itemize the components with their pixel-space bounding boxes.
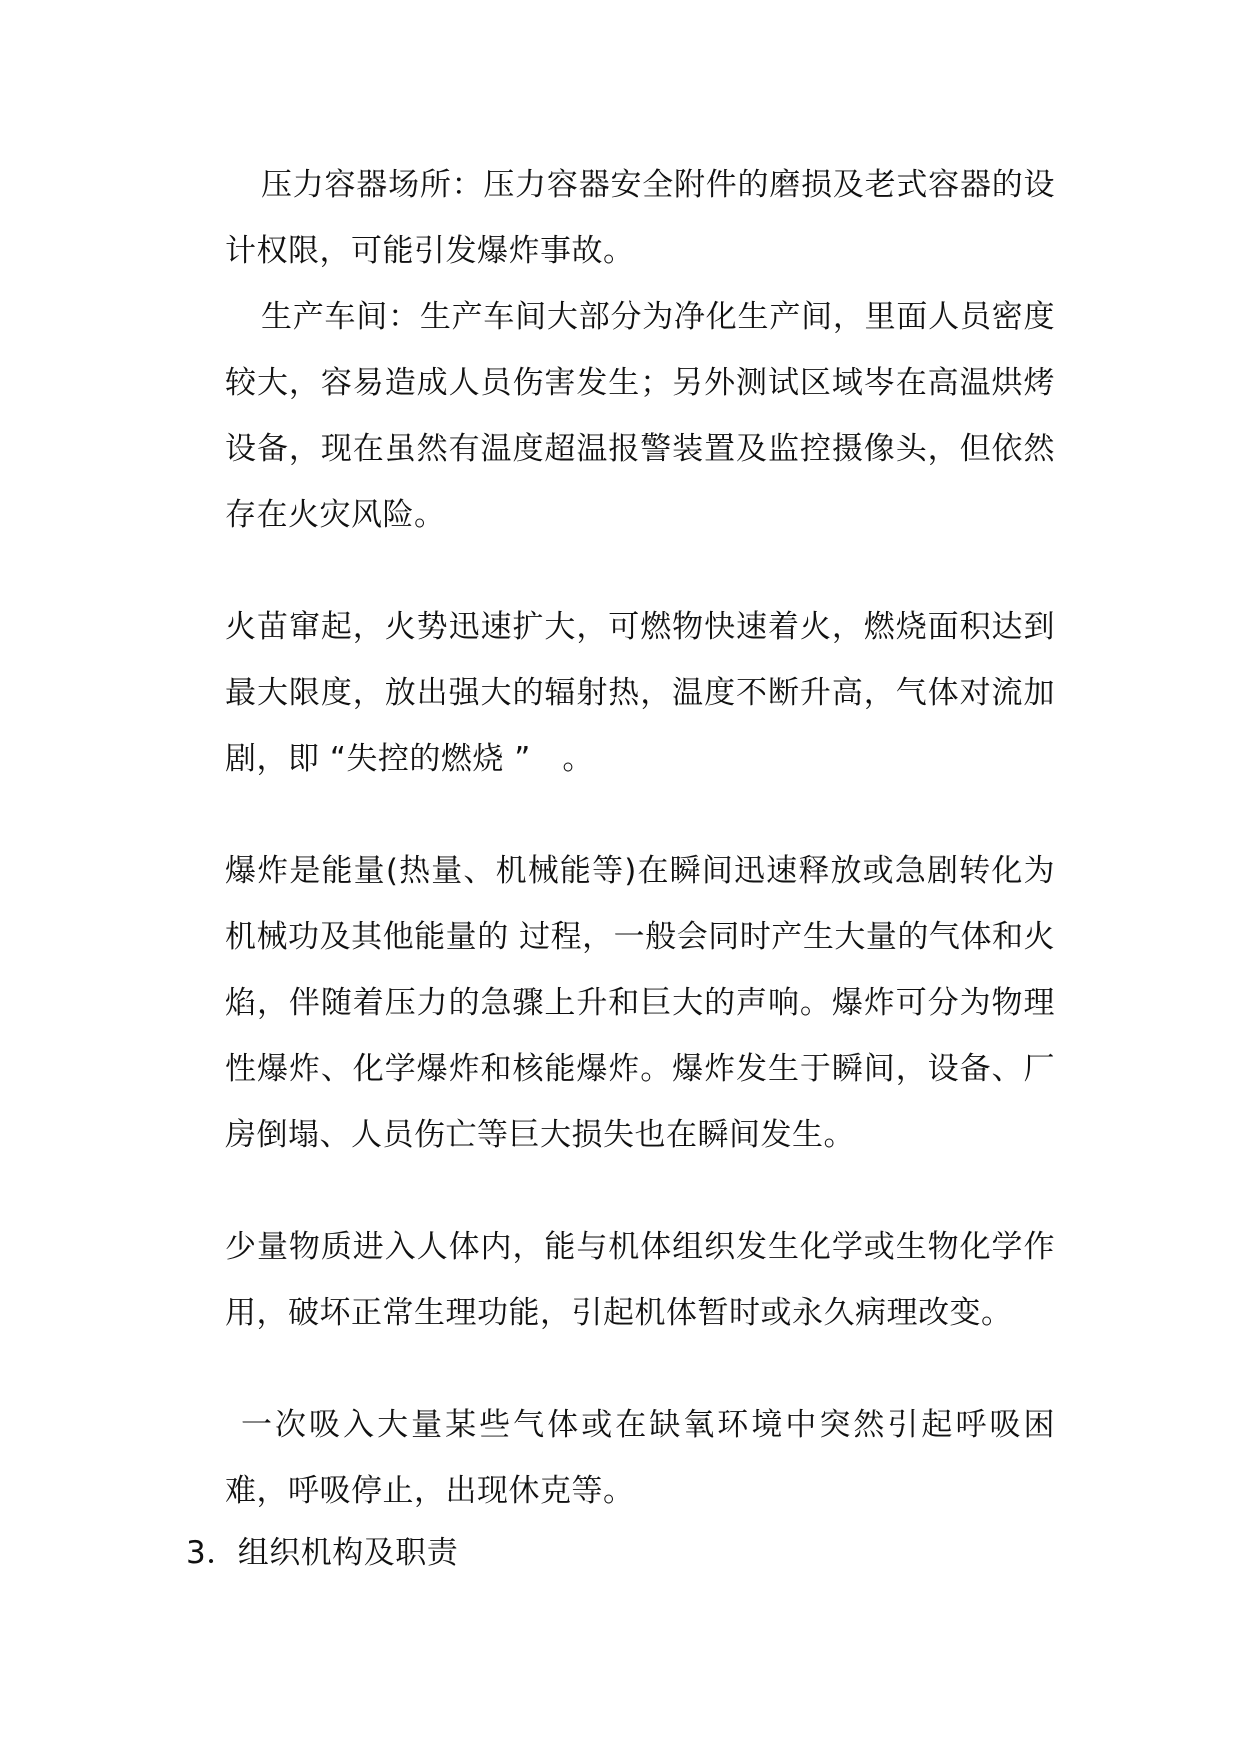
paragraph-toxic-substance: 少量物质进入人体内，能与机体组织发生化学或生物化学作用，破坏正常生理功能，引起机体暂时或永久病理改变。 bbox=[225, 1229, 1055, 1331]
paragraph-fire-spread: 火苗窜起，火势迅速扩大，可燃物快速着火，燃烧面积达到最大限度，放出强大的辐射热，温度不断升高，气体对流加剧，即 “失控的燃烧 ” 。 bbox=[225, 609, 1055, 777]
paragraph-pressure-vessel: 压力容器场所：压力容器安全附件的磨损及老式容器的设计权限，可能引发爆炸事故。 bbox=[225, 167, 1055, 269]
paragraph-asphyxiation: 一次吸入大量某些气体或在缺氧环境中突然引起呼吸困难，呼吸停止，出现休克等。 bbox=[225, 1407, 1055, 1509]
paragraph-explosion: 爆炸是能量(热量、机械能等)在瞬间迅速释放或急剧转化为机械功及其他能量的 过程，一般会同时产生大量的气体和火焰，伴随着压力的急骤上升和巨大的声响。爆炸可分为物理性爆炸、化学爆炸和核能爆炸。爆炸发生于瞬间，设备、厂房倒塌、人员伤亡等巨大损失也在瞬间发生。 bbox=[225, 853, 1055, 1153]
paragraph-production-workshop: 生产车间：生产车间大部分为净化生产间，里面人员密度较大，容易造成人员伤害发生；另外测试区域岑在高温烘烤设备，现在虽然有温度超温报警装置及监控摄像头，但依然存在火灾风险。 bbox=[225, 299, 1055, 533]
section-heading: 3．组织机构及职责 bbox=[186, 1535, 459, 1571]
